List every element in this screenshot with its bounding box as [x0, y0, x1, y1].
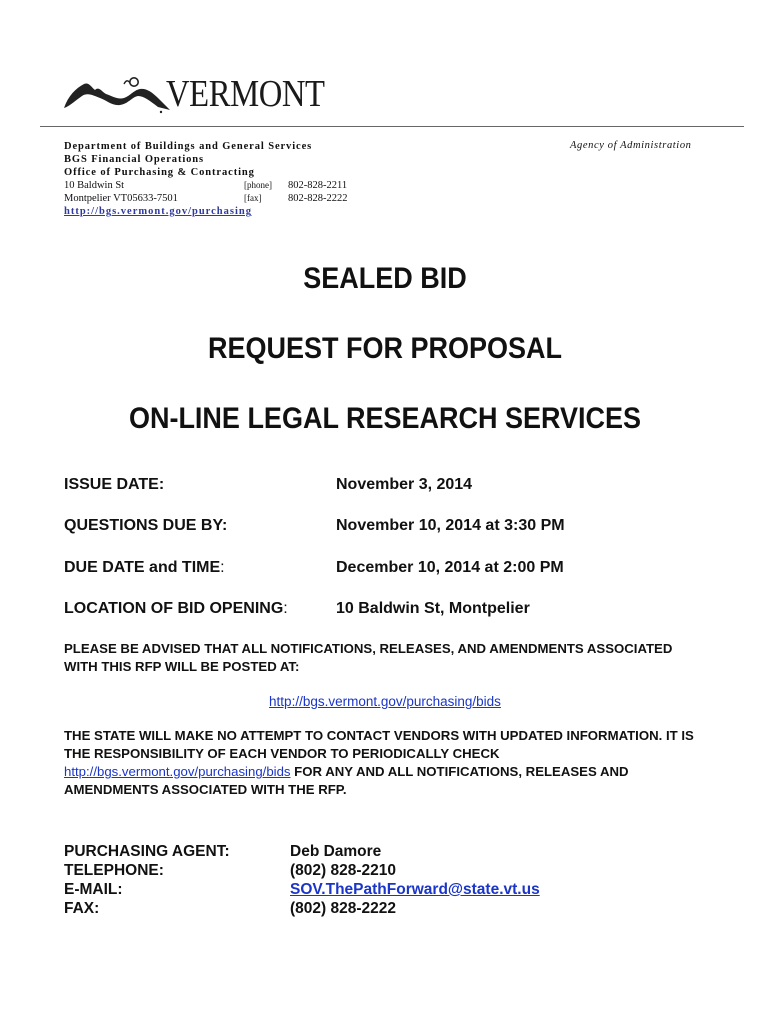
- title-services: ON-LINE LEGAL RESEARCH SERVICES: [128, 402, 642, 435]
- issue-date-row: [64, 476, 473, 494]
- telephone-value: (802) 828-2210: [290, 862, 396, 879]
- address-line-2: Montpelier VT05633-7501: [64, 193, 178, 204]
- bids-link-inline[interactable]: http://bgs.vermont.gov/purchasing/bids: [64, 764, 291, 779]
- email-row: [64, 880, 540, 899]
- title-rfp: REQUEST FOR PROPOSAL: [207, 332, 563, 365]
- bids-link[interactable]: http://bgs.vermont.gov/purchasing/bids: [269, 694, 501, 709]
- fax-number: 802-828-2222: [288, 193, 348, 204]
- state-notice: THE STATE WILL MAKE NO ATTEMPT TO CONTACT VENDORS WITH UPDATED INFORMATION. IT IS THE RESPONSIBILITY OF EACH VENDOR TO PERIODICALLY CHECK http://bgs.vermont.gov/purchasing/bids FOR ANY AND ALL NOTIFICATIONS, RELEASES AND AMENDMENTS ASSOCIATED WITH THE RFP.: [64, 728, 694, 797]
- telephone-label: TELEPHONE:: [64, 862, 164, 879]
- email-link[interactable]: SOV.ThePathForward@state.vt.us: [290, 881, 540, 898]
- fax-label-contact: FAX:: [64, 900, 100, 917]
- phone-label: [phone]: [244, 180, 272, 190]
- dept-line-2: BGS Financial Operations: [64, 154, 205, 165]
- agent-value: Deb Damore: [290, 843, 382, 860]
- email-label: E-MAIL:: [64, 881, 123, 898]
- dept-line-3: Office of Purchasing & Contracting: [64, 167, 255, 178]
- logo-wordmark: VERMONT: [166, 73, 325, 115]
- location-row: [64, 600, 530, 618]
- questions-due-value: November 10, 2014 at 3:30 PM: [336, 517, 565, 534]
- department-block: [64, 140, 348, 218]
- header-divider: [40, 126, 744, 127]
- agent-label: PURCHASING AGENT:: [64, 843, 230, 860]
- questions-due-label: QUESTIONS DUE BY:: [64, 517, 228, 534]
- questions-due-row: [64, 517, 565, 535]
- agency-name: Agency of Administration: [570, 140, 692, 151]
- fax-value-contact: (802) 828-2222: [290, 900, 396, 917]
- issue-date-value: November 3, 2014: [336, 476, 473, 493]
- telephone-row: [64, 861, 540, 880]
- title-sealed-bid: SEALED BID: [303, 262, 467, 295]
- dept-line-1: Department of Buildings and General Services: [64, 141, 313, 152]
- phone-number: 802-828-2211: [288, 180, 348, 191]
- issue-date-label: ISSUE DATE:: [64, 476, 165, 493]
- due-date-value: December 10, 2014 at 2:00 PM: [336, 559, 564, 576]
- advised-notice: PLEASE BE ADVISED THAT ALL NOTIFICATIONS, RELEASES, AND AMENDMENTS ASSOCIATED WITH THIS RFP WILL BE POSTED AT:: [64, 641, 673, 674]
- location-value: 10 Baldwin St, Montpelier: [336, 600, 530, 617]
- address-line-1: 10 Baldwin St: [64, 180, 125, 191]
- contact-block: [64, 842, 540, 918]
- address-phone-row: [64, 179, 348, 192]
- fax-row: [64, 899, 540, 918]
- fax-label: [fax]: [244, 193, 262, 203]
- due-date-row: [64, 559, 564, 577]
- agent-row: [64, 842, 540, 861]
- mountain-logo-icon: [62, 74, 172, 114]
- due-date-label: DUE DATE and TIME:: [64, 559, 225, 576]
- purchasing-link[interactable]: http://bgs.vermont.gov/purchasing: [64, 206, 252, 217]
- address-fax-row: [64, 192, 348, 205]
- location-label: LOCATION OF BID OPENING:: [64, 600, 288, 617]
- vermont-logo: [62, 74, 352, 114]
